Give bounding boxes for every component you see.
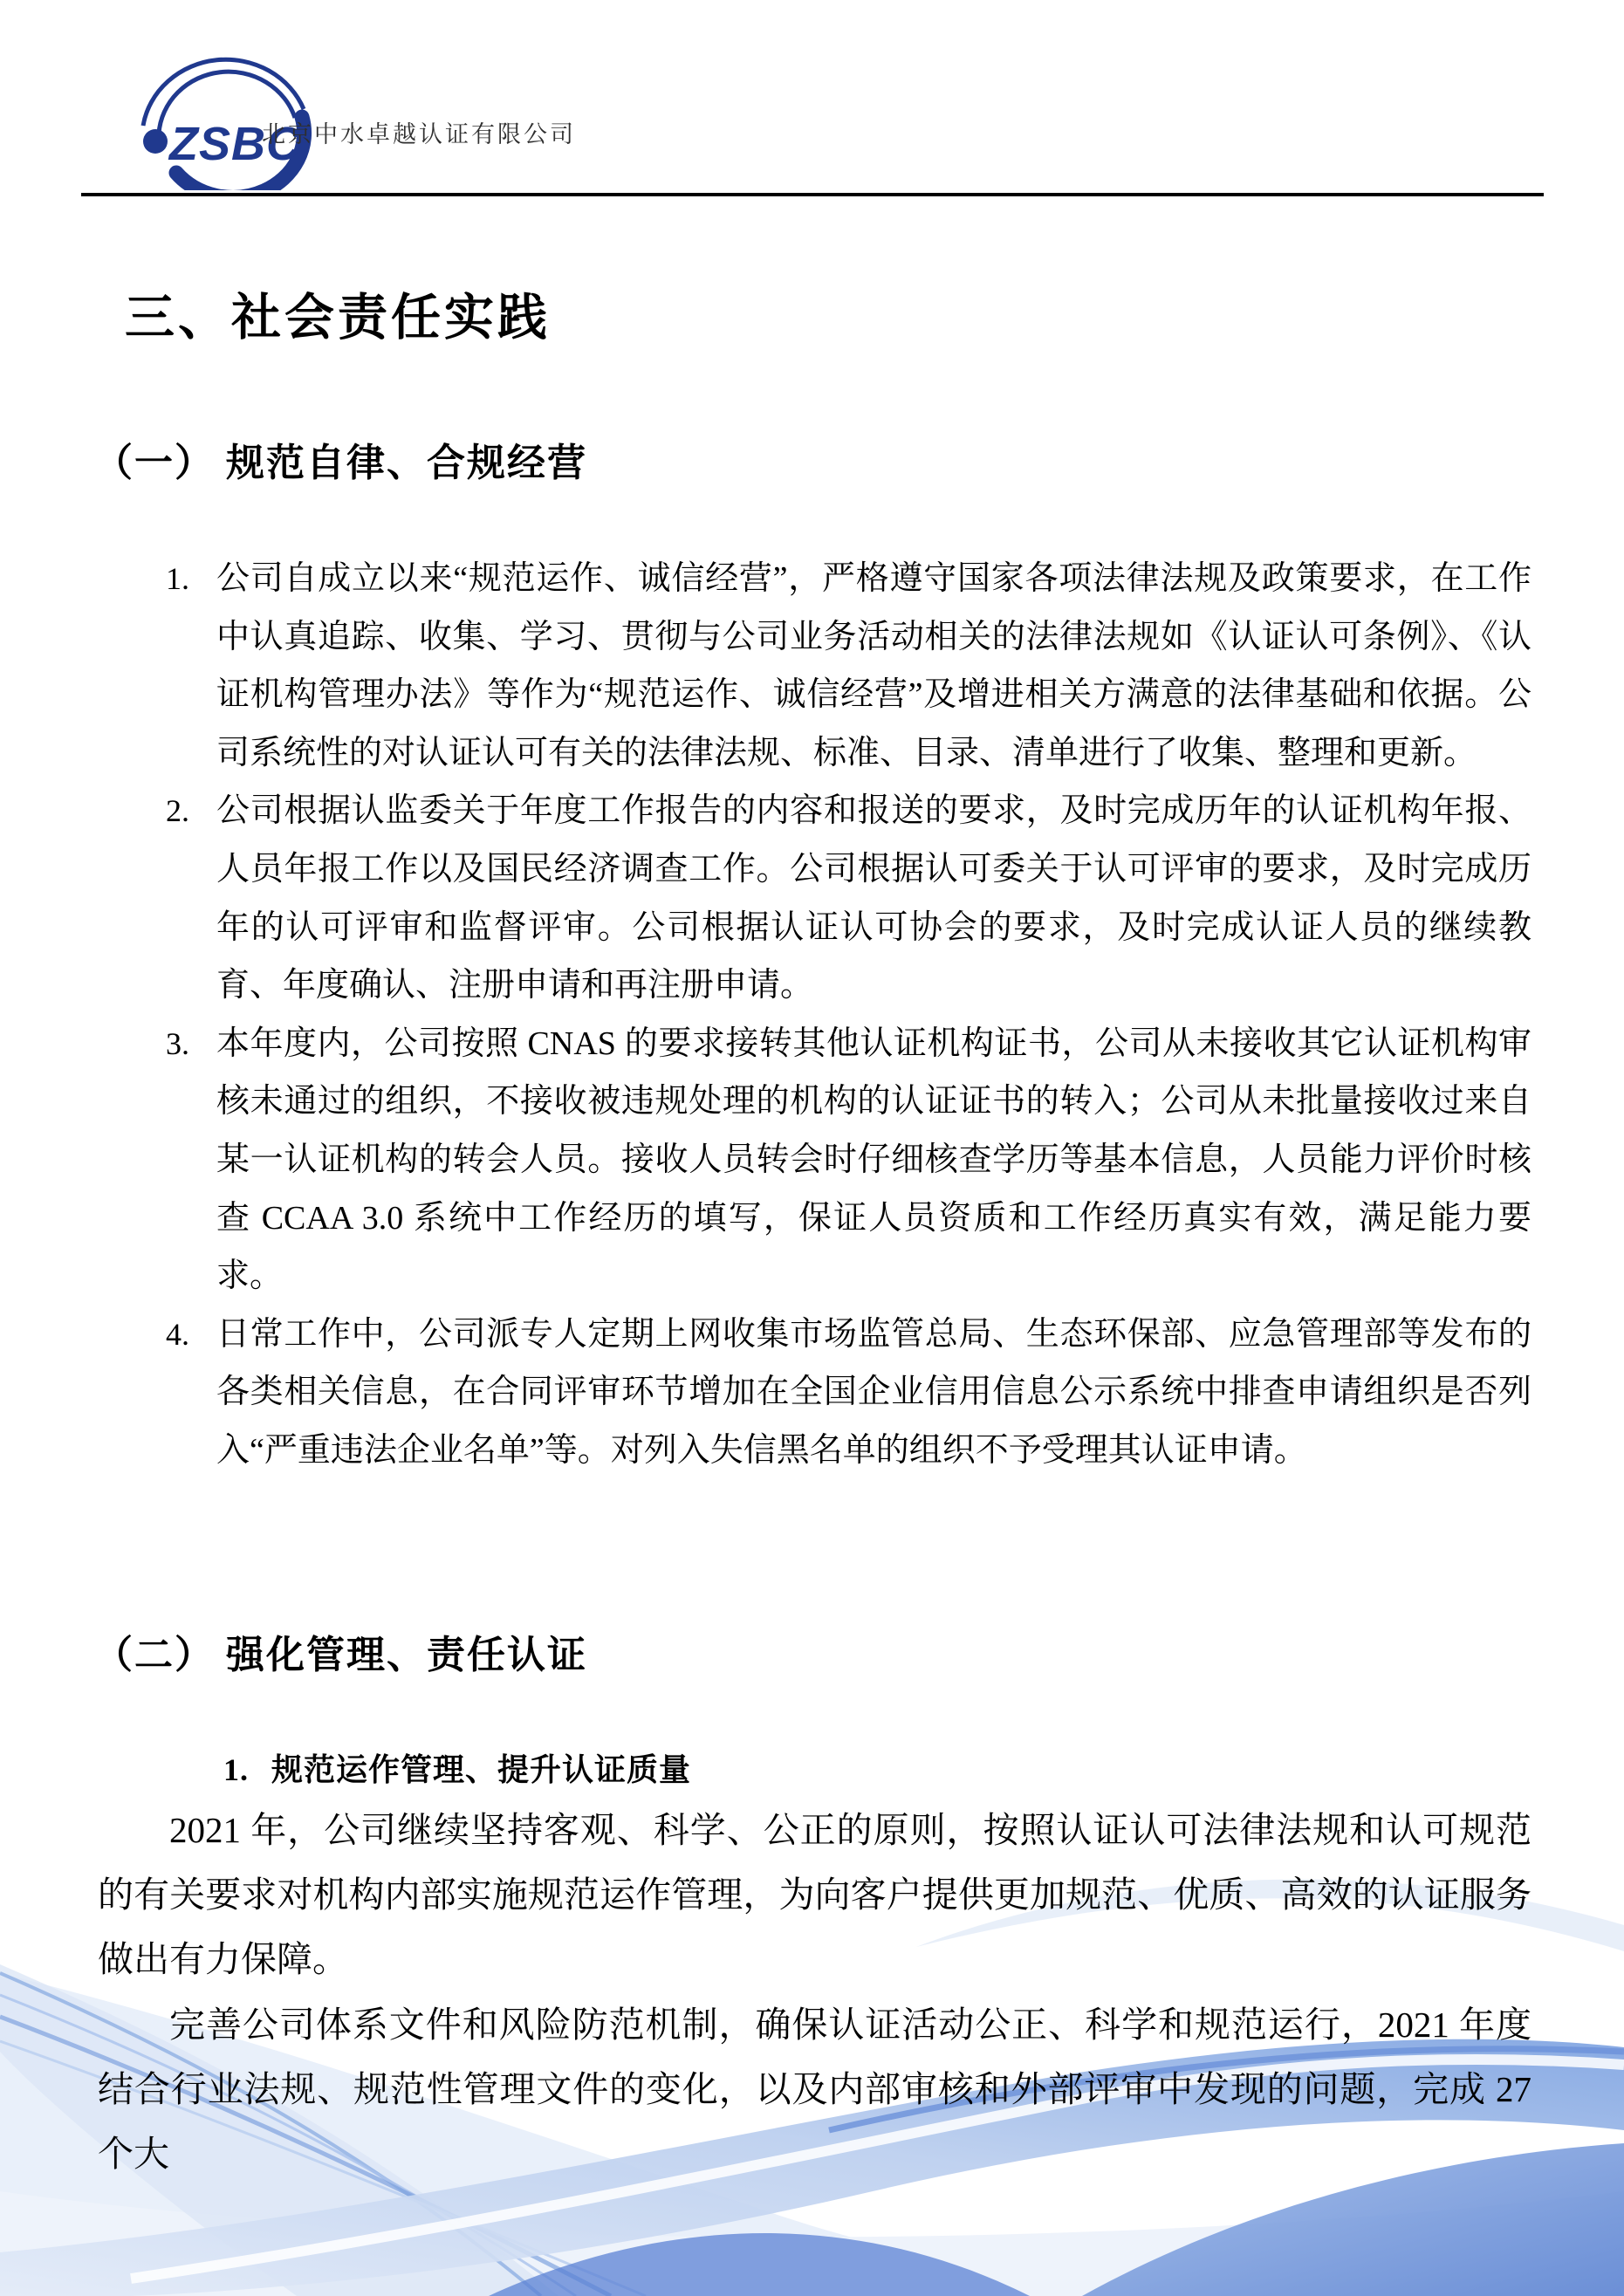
company-logo bbox=[131, 19, 351, 190]
list-item-number: 4. bbox=[166, 1316, 189, 1352]
list-item-number: 1. bbox=[166, 561, 189, 596]
header-divider bbox=[81, 193, 1544, 196]
list-item-text: 本年度内，公司按照 CNAS 的要求接转其他认证机构证书，公司从未接收其它认证机构审核未通过的组织，不接收被违规处理的机构的认证证书的转入；公司从未批量接收过来自某一认证机构的转会人员。接收人员转会时仔细核查学历等基本信息，人员能力评价时核查 CCAA 3.0 系统中工作经历的填写，保证人员资质和工作经历真实有效，满足能力要求。 bbox=[216, 1025, 1531, 1295]
body-paragraph: 2021 年，公司继续坚持客观、科学、公正的原则，按照认证认可法律法规和认可规范的有关要求对机构内部实施规范运作管理，为向客户提供更加规范、优质、高效的认证服务做出有力保障。 bbox=[98, 1810, 1531, 1979]
list-item-number: 2. bbox=[166, 793, 189, 829]
section1-heading: （一） 规范自律、合规经营 bbox=[94, 442, 587, 484]
page-title: 三、社会责任实践 bbox=[125, 290, 551, 346]
list-item bbox=[166, 1015, 1531, 1306]
body-paragraph: 完善公司体系文件和风险防范机制，确保认证活动公正、科学和规范运行，2021 年度结合行业法规、规范性管理文件的变化，以及内部审核和外部评审中发现的问题，完成 27 个大 bbox=[98, 2005, 1531, 2174]
company-name: 北京中水卓越认证有限公司 bbox=[262, 121, 576, 147]
list-item-text: 公司自成立以来“规范运作、诚信经营”，严格遵守国家各项法律法规及政策要求，在工作中认真追踪、收集、学习、贯彻与公司业务活动相关的法律法规如《认证认可条例》、《认证机构管理办法》等作为“规范运作、诚信经营”及增进相关方满意的法律基础和依据。公司系统性的对认证认可有关的法律法规、标准、目录、清单进行了收集、整理和更新。 bbox=[216, 560, 1531, 771]
section2-heading: （二） 强化管理、责任认证 bbox=[94, 1634, 587, 1676]
list-item-text: 公司根据认监委关于年度工作报告的内容和报送的要求，及时完成历年的认证机构年报、人员年报工作以及国民经济调查工作。公司根据认可委关于认可评审的要求，及时完成历年的认可评审和监督评审。公司根据认证认可协会的要求，及时完成认证人员的继续教育、年度确认、注册申请和再注册申请。 bbox=[216, 792, 1531, 1004]
list-item-text: 日常工作中，公司派专人定期上网收集市场监管总局、生态环保部、应急管理部等发布的各类相关信息，在合同评审环节增加在全国企业信用信息公示系统中排查申请组织是否列入“严重违法企业名单”等。对列入失信黑名单的组织不予受理其认证申请。 bbox=[216, 1315, 1531, 1469]
numbered-list bbox=[166, 550, 1531, 1480]
list-item-number: 3. bbox=[166, 1025, 189, 1061]
logo-wordmark: ZSBC bbox=[169, 118, 301, 170]
subheading-number: 1. bbox=[223, 1752, 249, 1787]
logo-dot-icon bbox=[143, 129, 168, 154]
section2-subheading bbox=[223, 1745, 691, 1790]
subheading-label: 规范运作管理、提升认证质量 bbox=[271, 1752, 692, 1787]
list-item bbox=[166, 782, 1531, 1014]
list-item bbox=[166, 550, 1531, 782]
list-item bbox=[166, 1306, 1531, 1480]
